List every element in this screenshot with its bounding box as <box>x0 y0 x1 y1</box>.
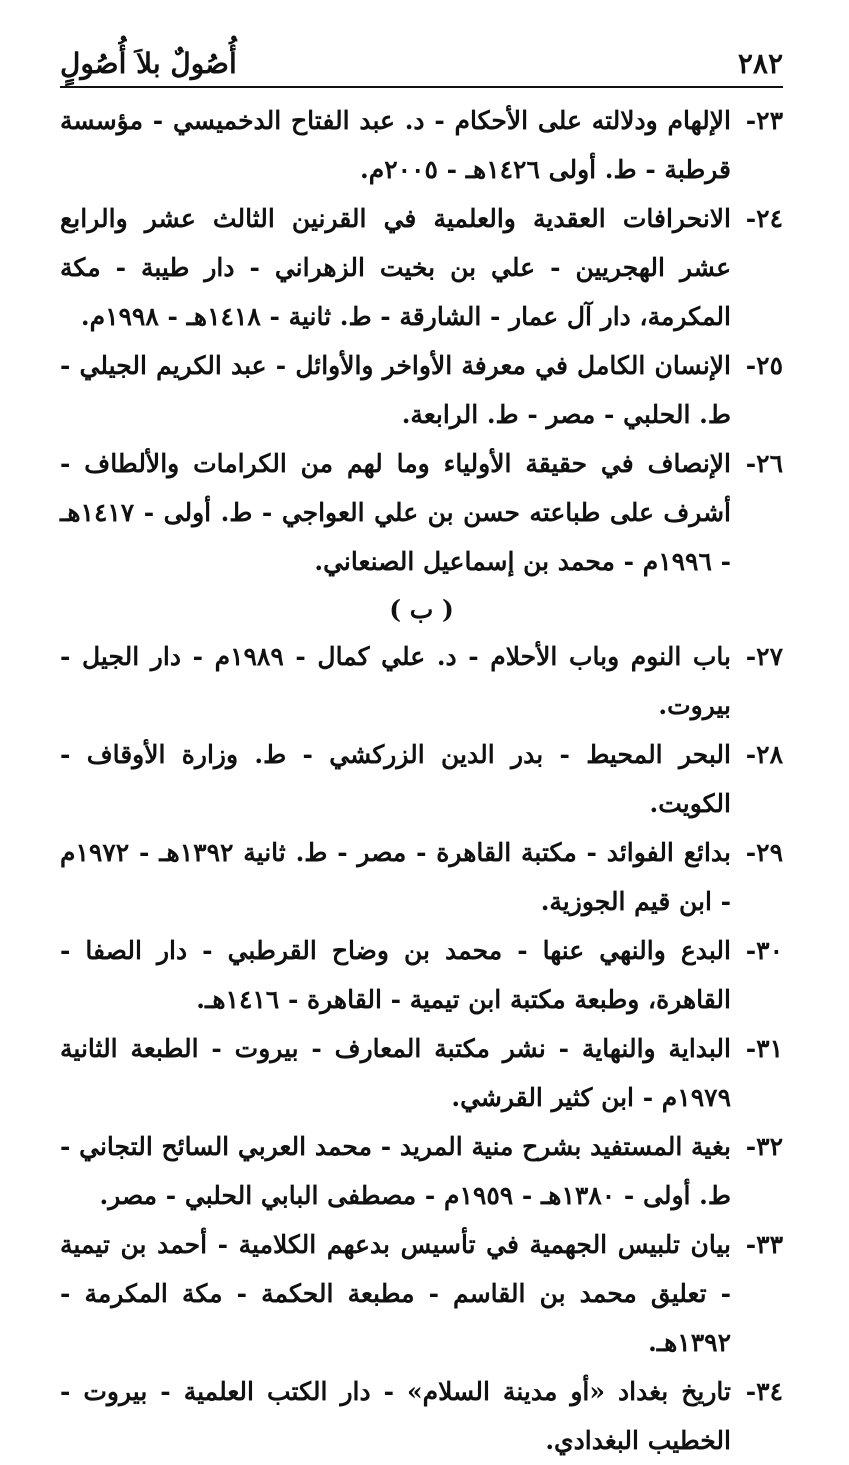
bibliography-entry <box>60 730 783 828</box>
entry-text: باب النوم وباب الأحلام - د. علي كمال - ١٩٨٩م - دار الجيل - بيروت. <box>60 642 732 720</box>
entry-text: تاريخ بغداد «أو مدينة السلام» - دار الكتب العلمية - بيروت - الخطيب البغدادي. <box>60 1377 731 1455</box>
entry-number: ٣١- <box>745 1034 783 1063</box>
entry-text: البداية والنهاية - نشر مكتبة المعارف - بيروت - الطبعة الثانية ١٩٧٩م - ابن كثير القرشي. <box>60 1034 731 1112</box>
entry-number: ٢٦- <box>745 449 783 478</box>
entry-number: ٢٣- <box>745 106 783 135</box>
bibliography-entry <box>60 1367 783 1465</box>
page-header <box>60 36 783 80</box>
bibliography-entry <box>60 828 783 926</box>
entry-number: ٢٩- <box>745 838 783 867</box>
entry-number: ٢٨- <box>745 740 783 769</box>
entry-text: الانحرافات العقدية والعلمية في القرنين الثالث عشر والرابع عشر الهجريين - علي بن بخيت الزهراني - دار طيبة - مكة المكرمة، دار آل عمار - الشارقة - ط. ثانية - ١٤١٨هـ - ١٩٩٨م. <box>60 204 731 331</box>
bibliography-entry <box>60 439 783 586</box>
bibliography-entry <box>60 1024 783 1122</box>
header-rule <box>60 86 783 88</box>
entry-text: البحر المحيط - بدر الدين الزركشي - ط. وزارة الأوقاف - الكويت. <box>60 740 731 818</box>
bibliography-entry <box>60 632 783 730</box>
entry-number: ٢٤- <box>745 204 783 233</box>
entry-text: الإنسان الكامل في معرفة الأواخر والأوائل - عبد الكريم الجيلي - ط. الحلبي - مصر - ط. الرابعة. <box>60 351 731 429</box>
entry-text: البدع والنهي عنها - محمد بن وضاح القرطبي - دار الصفا - القاهرة، وطبعة مكتبة ابن تيمية - القاهرة - ١٤١٦هـ. <box>60 936 731 1014</box>
bibliography-entry <box>60 96 783 194</box>
bibliography-entry <box>60 1122 783 1220</box>
page-number: ٢٨٢ <box>737 47 783 80</box>
entry-number: ٣٠- <box>745 936 783 965</box>
running-title: أُصُولٌ بلاَ أُصُولٍ <box>60 47 237 80</box>
bibliography-entry <box>60 341 783 439</box>
entry-number: ٢٥- <box>745 351 783 380</box>
entry-number: ٣٣- <box>745 1230 783 1259</box>
entry-number: ٣٢- <box>745 1132 783 1161</box>
entry-text: الإلهام ودلالته على الأحكام - د. عبد الفتاح الدخميسي - مؤسسة قرطبة - ط. أولى ١٤٢٦هـ - ٢٠٠٥م. <box>60 106 731 184</box>
entry-number: ٣٤- <box>745 1377 783 1406</box>
entry-text: بيان تلبيس الجهمية في تأسيس بدعهم الكلامية - أحمد بن تيمية - تعليق محمد بن القاسم - مطبعة الحكمة - مكة المكرمة - ١٣٩٢هـ. <box>60 1230 731 1357</box>
entry-text: الإنصاف في حقيقة الأولياء وما لهم من الكرامات والألطاف - أشرف على طباعته حسن بن علي العواجي - ط. أولى - ١٤١٧هـ - ١٩٩٦م - محمد بن إسماعيل الصنعاني. <box>60 449 731 576</box>
entry-text: بغية المستفيد بشرح منية المريد - محمد العربي السائح التجاني - ط. أولى - ١٣٨٠هـ - ١٩٥٩م - مصطفى البابي الحلبي - مصر. <box>60 1132 731 1210</box>
bibliography-entry <box>60 926 783 1024</box>
entry-text: بدائع الفوائد - مكتبة القاهرة - مصر - ط. ثانية ١٣٩٢هـ - ١٩٧٢م - ابن قيم الجوزية. <box>60 838 731 916</box>
bibliography-entry <box>60 1220 783 1367</box>
section-heading-ba: ( ب ) <box>389 595 454 624</box>
bibliography-list <box>60 96 783 1465</box>
entry-number: ٢٧- <box>745 642 783 671</box>
bibliography-entry <box>60 194 783 341</box>
